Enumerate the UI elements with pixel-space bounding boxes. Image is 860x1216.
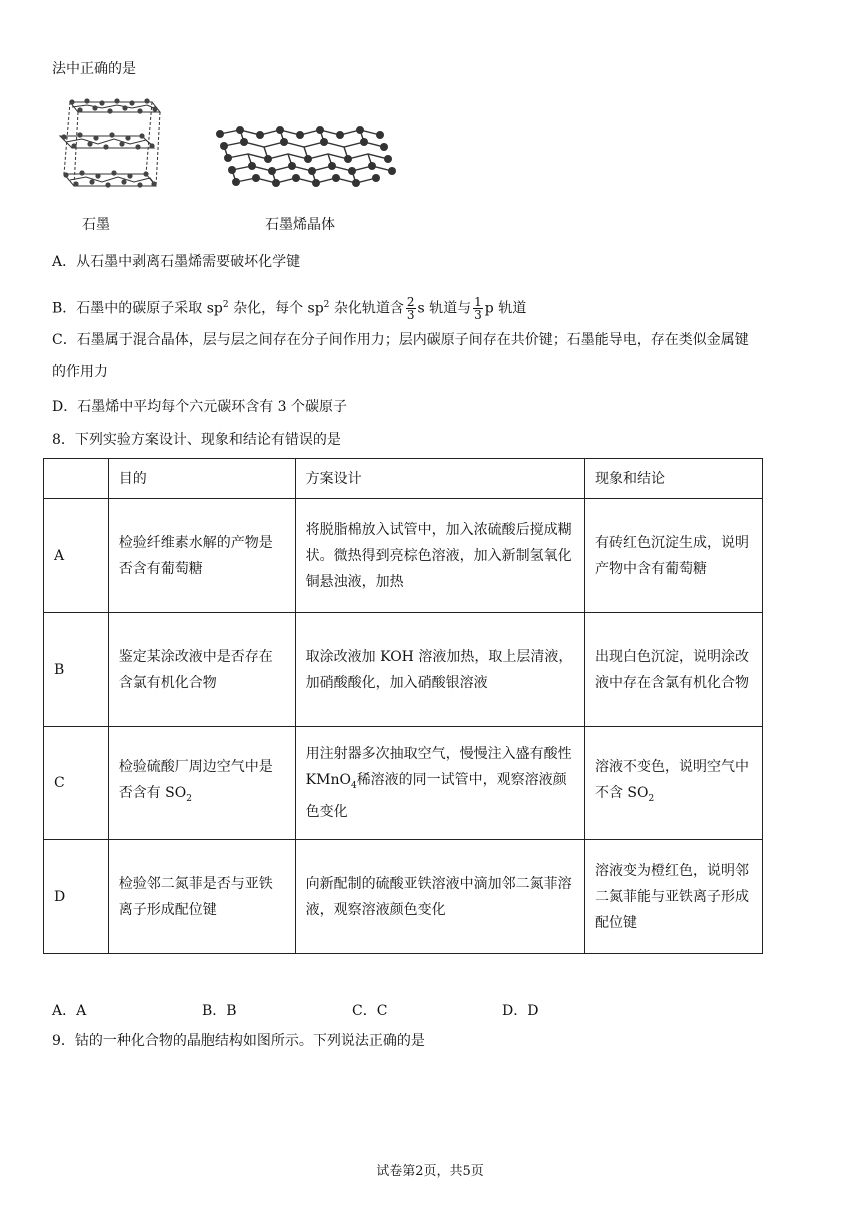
fraction-one-third: $\frac{1}{3}$ [474,295,482,323]
q7-option-c-line1: C．石墨属于混合晶体，层与层之间存在分子间作用力；层内碳原子间存在共价键；石墨能导电，存在类似金属键 [52,332,749,348]
row-label: A [44,499,109,613]
row-label: B [44,613,109,727]
graphene-figure [214,122,396,192]
table-row [44,499,763,613]
q8-choices [52,1000,772,1020]
header-result: 现象和结论 [584,459,762,499]
q7-option-b: B．石墨中的碳原子采取 $sp^2$ 杂化，每个 $sp^2$ 杂化轨道含 $\frac{2}{3}$ s 轨道与 $\frac{1}{3}$ p 轨道 [52,295,527,323]
q7-option-a: A．从石墨中剥离石墨烯需要破坏化学键 [52,254,301,270]
row-design: 向新配制的硫酸亚铁溶液中滴加邻二氮菲溶液，观察溶液颜色变化 [295,840,584,954]
graphene-label: 石墨烯晶体 [265,217,335,233]
choice-c: C．C [352,1003,388,1019]
q8-stem: 8．下列实验方案设计、现象和结论有错误的是 [52,432,341,448]
choice-a: A．A [52,1003,87,1019]
choice-d: D．D [502,1003,539,1019]
row-purpose: 检验纤维素水解的产物是否含有葡萄糖 [108,499,295,613]
row-purpose: 鉴定某涂改液中是否存在含氯有机化合物 [108,613,295,727]
row-design: 取涂改液加 KOH 溶液加热，取上层清液，加硝酸酸化，加入硝酸银溶液 [295,613,584,727]
fraction-two-thirds: $\frac{2}{3}$ [406,295,415,323]
table-header-row [44,459,763,499]
header-cell [44,459,109,499]
row-label: C [44,727,109,840]
choice-b: B．B [202,1003,237,1019]
row-result: 出现白色沉淀，说明涂改液中存在含氯有机化合物 [584,613,762,727]
graphite-label: 石墨 [82,217,110,233]
row-result: 溶液不变色，说明空气中不含 $SO_2$ [584,727,762,840]
table-row [44,840,763,954]
row-design: 将脱脂棉放入试管中，加入浓硫酸后搅成糊状。微热得到亮棕色溶液，加入新制氢氧化铜悬浊液，加热 [295,499,584,613]
page-footer: 试卷第2页，共5页 [376,1164,484,1179]
experiment-table [43,458,763,954]
row-result: 溶液变为橙红色，说明邻二氮菲能与亚铁离子形成配位键 [584,840,762,954]
row-purpose: 检验邻二氮菲是否与亚铁离子形成配位键 [108,840,295,954]
q7-option-c-line2: 的作用力 [52,364,108,380]
row-design: 用注射器多次抽取空气，慢慢注入盛有酸性 KMnO$_4$稀溶液的同一试管中，观察溶液颜色变化 [295,727,584,840]
header-purpose: 目的 [108,459,295,499]
q7-option-d: D．石墨烯中平均每个六元碳环含有 3 个碳原子 [52,399,348,415]
table-row [44,613,763,727]
header-design: 方案设计 [295,459,584,499]
q7-stem-tail: 法中正确的是 [52,61,136,77]
row-label: D [44,840,109,954]
q9-stem: 9．钴的一种化合物的晶胞结构如图所示。下列说法正确的是 [52,1033,425,1049]
graphite-figure [52,90,170,200]
row-result: 有砖红色沉淀生成，说明产物中含有葡萄糖 [584,499,762,613]
row-purpose: 检验硫酸厂周边空气中是否含有 $SO_2$ [108,727,295,840]
table-row [44,727,763,840]
